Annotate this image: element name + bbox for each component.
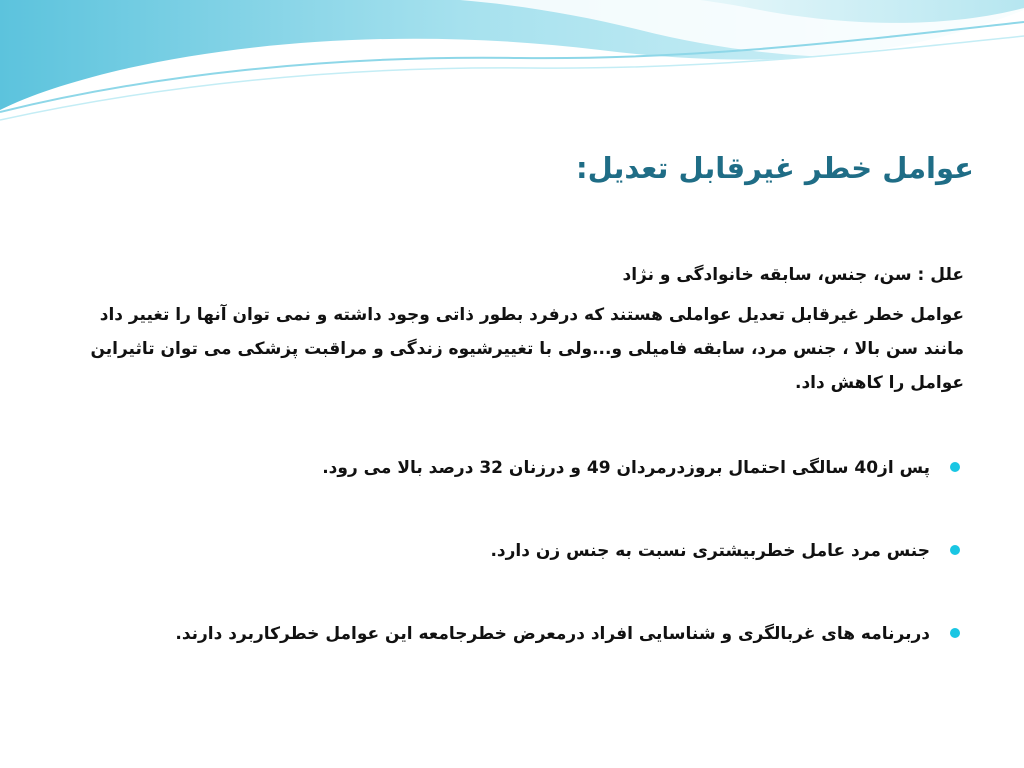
bullet-dot-icon xyxy=(950,545,960,555)
bullet-dot-icon xyxy=(950,628,960,638)
bullet-text: جنس مرد عامل خطربیشتری نسبت به جنس زن دارد. xyxy=(490,541,930,561)
causes-line: علل : سن، جنس، سابقه خانوادگی و نژاد xyxy=(622,265,964,285)
bullet-item xyxy=(60,531,960,571)
header-wave-decoration xyxy=(0,0,1024,130)
description-paragraph: عوامل خطر غیرقابل تعدیل عواملی هستند که درفرد بطور ذاتی وجود داشته و نمی توان آنها را تغییر داد مانند سن بالا ، جنس مرد، سابقه فامیلی و...ولی با تغییرشیوه زندگی و مراقبت پزشکی می توان تاثیراین عوامل را کاهش داد. xyxy=(90,305,964,393)
bullet-item xyxy=(60,614,960,654)
intro-section xyxy=(64,260,964,400)
bullet-text: پس از40 سالگی احتمال بروزدرمردان 49 و درزنان 32 درصد بالا می رود. xyxy=(322,458,930,478)
bullet-text: دربرنامه های غربالگری و شناسایی افراد درمعرض خطرجامعه این عوامل خطرکاربرد دارند. xyxy=(175,624,930,644)
slide-title: عوامل خطر غیرقابل تعدیل: xyxy=(576,151,974,185)
bullet-list xyxy=(60,448,960,697)
bullet-item xyxy=(60,448,960,488)
bullet-dot-icon xyxy=(950,462,960,472)
